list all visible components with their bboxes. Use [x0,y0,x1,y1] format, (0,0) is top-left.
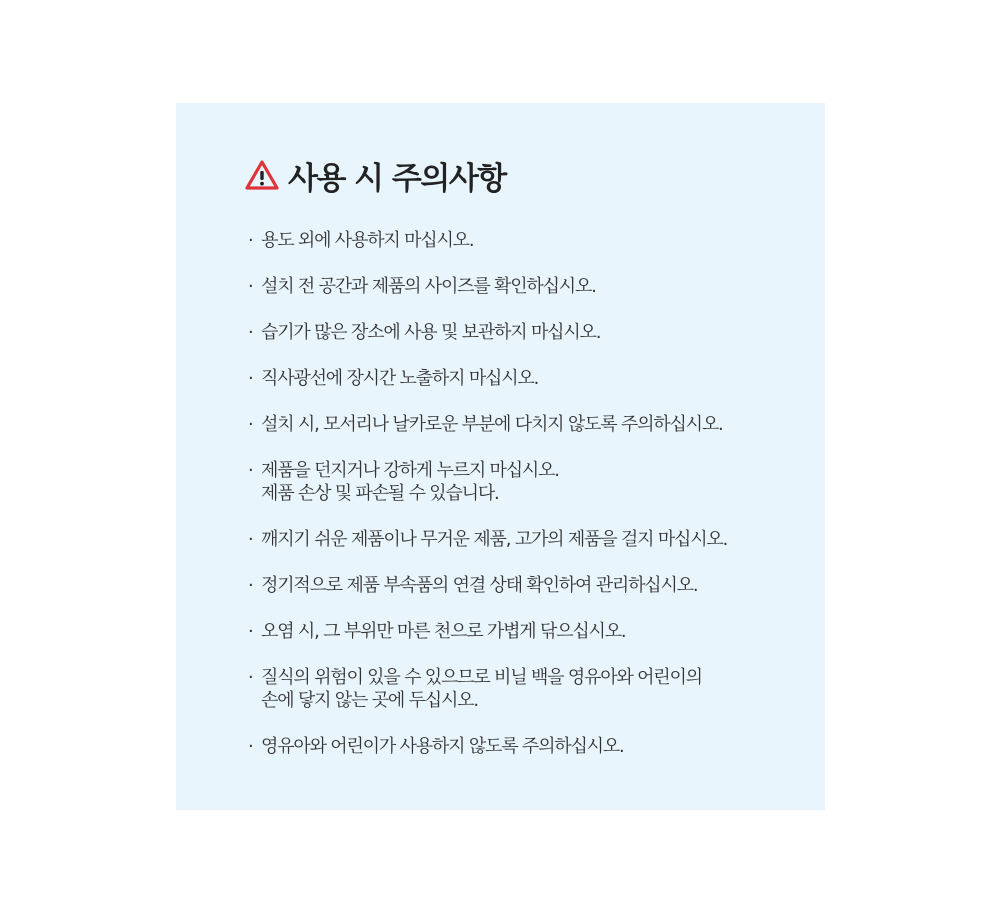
bullet: · [248,621,253,642]
bullet: · [248,460,253,481]
caution-list [248,229,727,781]
caution-card [176,103,825,810]
caution-item [248,367,727,390]
caution-text: 설치 시, 모서리나 날카로운 부분에 다치지 않도록 주의하십시오. [261,414,723,435]
caution-text: 깨지기 쉬운 제품이나 무거운 제품, 고가의 제품을 걸지 마십시오. [261,529,728,550]
bullet: · [248,667,253,688]
warning-triangle-icon [244,159,280,191]
bullet: · [248,230,253,251]
caution-text: 질식의 위험이 있을 수 있으므로 비닐 백을 영유아와 어린이의 [261,667,702,688]
caution-item [248,735,727,758]
bullet: · [248,276,253,297]
bullet: · [248,368,253,389]
caution-item [248,321,727,344]
caution-item [248,620,727,643]
caution-text: 제품을 던지거나 강하게 누르지 마십시오. [261,460,559,481]
caution-text: 영유아와 어린이가 사용하지 않도록 주의하십시오. [261,736,624,757]
caution-item [248,275,727,298]
bullet: · [248,575,253,596]
bullet: · [248,414,253,435]
caution-text: 오염 시, 그 부위만 마른 천으로 가볍게 닦으십시오. [261,621,626,642]
caution-text-continued: 손에 닿지 않는 곳에 두십시오. [261,690,478,711]
caution-item [248,229,727,252]
caution-item [248,459,727,505]
caution-text: 용도 외에 사용하지 마십시오. [261,230,474,251]
caution-item [248,413,727,436]
caution-title: 사용 시 주의사항 [288,160,506,197]
caution-item [248,528,727,551]
caution-text-continued: 제품 손상 및 파손될 수 있습니다. [261,483,499,504]
bullet: · [248,736,253,757]
caution-text: 정기적으로 제품 부속품의 연결 상태 확인하여 관리하십시오. [261,575,698,596]
caution-text: 설치 전 공간과 제품의 사이즈를 확인하십시오. [261,276,596,297]
caution-text: 직사광선에 장시간 노출하지 마십시오. [261,368,539,389]
caution-item [248,666,727,712]
caution-text: 습기가 많은 장소에 사용 및 보관하지 마십시오. [261,322,601,343]
caution-header [244,155,506,195]
caution-item [248,574,727,597]
bullet: · [248,322,253,343]
bullet: · [248,529,253,550]
